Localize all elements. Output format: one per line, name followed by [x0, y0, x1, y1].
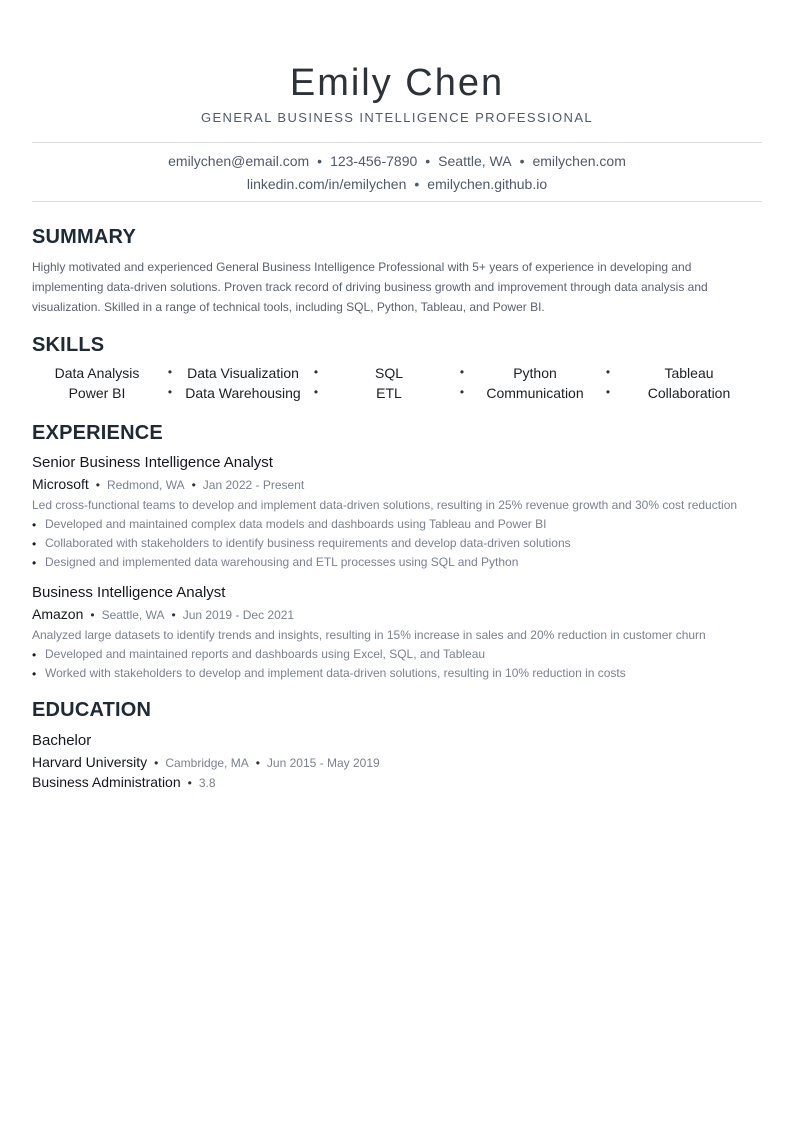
- skill-item: Python: [513, 365, 557, 381]
- skill-item: Data Visualization: [187, 365, 299, 381]
- skill-item: Data Analysis: [54, 365, 140, 381]
- separator-dot: •: [317, 153, 323, 169]
- separator-dot: •: [171, 608, 176, 622]
- separator-dot: •: [191, 478, 196, 492]
- skills-heading: SKILLS: [32, 334, 105, 356]
- skill-item: Collaboration: [647, 385, 731, 401]
- linkedin-link[interactable]: linkedin.com/in/emilychen: [246, 176, 407, 192]
- job-bullet: • Worked with stakeholders to develop and implement data-driven solutions, resulting in 10% reduction in costs: [32, 664, 762, 683]
- skill-item: Data Warehousing: [185, 385, 301, 401]
- job-entry: [32, 584, 762, 683]
- header-divider-top: [32, 142, 762, 143]
- job-title: Senior Business Intelligence Analyst: [32, 454, 273, 471]
- gpa: 3.8: [198, 776, 216, 790]
- separator-dot: •: [167, 365, 173, 379]
- job-meta: [32, 476, 762, 496]
- skill-item: Power BI: [68, 385, 126, 401]
- skill-item: Tableau: [664, 365, 714, 381]
- experience-heading: EXPERIENCE: [32, 422, 163, 444]
- job-title: Business Intelligence Analyst: [32, 584, 226, 601]
- separator-dot: •: [313, 365, 319, 379]
- phone-number[interactable]: 123-456-7890: [330, 153, 418, 169]
- job-bullet-list: [32, 645, 762, 683]
- separator-dot: •: [95, 478, 100, 492]
- skills-grid: [32, 365, 762, 405]
- job-meta: [32, 606, 762, 626]
- candidate-headline: GENERAL BUSINESS INTELLIGENCE PROFESSIONAL: [200, 110, 594, 125]
- job-bullet-list: [32, 515, 762, 572]
- job-location: Redmond, WA: [107, 478, 185, 492]
- job-dates: Jan 2022 - Present: [202, 478, 305, 492]
- separator-dot: •: [414, 176, 420, 192]
- job-location: Seattle, WA: [101, 608, 165, 622]
- job-bullet: • Collaborated with stakeholders to identify business requirements and develop data-driven solutions: [32, 534, 762, 553]
- company-name: Amazon: [32, 606, 84, 622]
- summary-text: Highly motivated and experienced General Business Intelligence Professional with 5+ years of experience in developing and implementing data-driven solutions. Proven track record of driving business growth and improvement through data analysis and visualization. Skilled in a range of technical tools, including SQL, Python, Tableau, and Power BI.: [32, 260, 708, 314]
- job-bullet: • Developed and maintained complex data models and dashboards using Tableau and Power BI: [32, 515, 762, 534]
- header-divider-bottom: [32, 201, 762, 202]
- separator-dot: •: [459, 385, 465, 399]
- skill-item: ETL: [376, 385, 402, 401]
- separator-dot: •: [459, 365, 465, 379]
- separator-dot: •: [425, 153, 431, 169]
- separator-dot: •: [255, 756, 260, 770]
- separator-dot: •: [90, 608, 95, 622]
- separator-dot: •: [519, 153, 525, 169]
- job-bullet: • Designed and implemented data warehousing and ETL processes using SQL and Python: [32, 553, 762, 572]
- education-heading: EDUCATION: [32, 699, 152, 721]
- contact-line-2: [32, 176, 762, 192]
- school-line: [32, 754, 762, 774]
- job-dates: Jun 2019 - Dec 2021: [182, 608, 295, 622]
- education-dates: Jun 2015 - May 2019: [266, 756, 380, 770]
- contact-line-1: [32, 153, 762, 169]
- skill-item: Communication: [486, 385, 584, 401]
- education-entry: [32, 732, 762, 794]
- separator-dot: •: [167, 385, 173, 399]
- website-link[interactable]: emilychen.com: [532, 153, 626, 169]
- major-line: [32, 774, 762, 794]
- separator-dot: •: [187, 776, 192, 790]
- degree: Bachelor: [32, 732, 92, 749]
- school-location: Cambridge, MA: [165, 756, 249, 770]
- job-description: Analyzed large datasets to identify trends and insights, resulting in 15% increase in sales and 20% reduction in customer churn: [32, 628, 706, 642]
- separator-dot: •: [154, 756, 159, 770]
- summary-heading: SUMMARY: [32, 226, 136, 248]
- company-name: Microsoft: [32, 476, 89, 492]
- separator-dot: •: [605, 365, 611, 379]
- skills-row: [32, 365, 762, 385]
- skill-item: SQL: [374, 365, 403, 381]
- github-link[interactable]: emilychen.github.io: [427, 176, 548, 192]
- major: Business Administration: [32, 774, 181, 790]
- school-name: Harvard University: [32, 754, 148, 770]
- separator-dot: •: [605, 385, 611, 399]
- location-text: Seattle, WA: [438, 153, 512, 169]
- separator-dot: •: [313, 385, 319, 399]
- job-entry: [32, 454, 762, 572]
- job-description: Led cross-functional teams to develop and implement data-driven solutions, resulting in 25% revenue growth and 30% cost reduction: [32, 498, 738, 512]
- skills-row: [32, 385, 762, 405]
- candidate-name: Emily Chen: [289, 62, 505, 104]
- email-link[interactable]: emilychen@email.com: [168, 153, 310, 169]
- job-bullet: • Developed and maintained reports and dashboards using Excel, SQL, and Tableau: [32, 645, 762, 664]
